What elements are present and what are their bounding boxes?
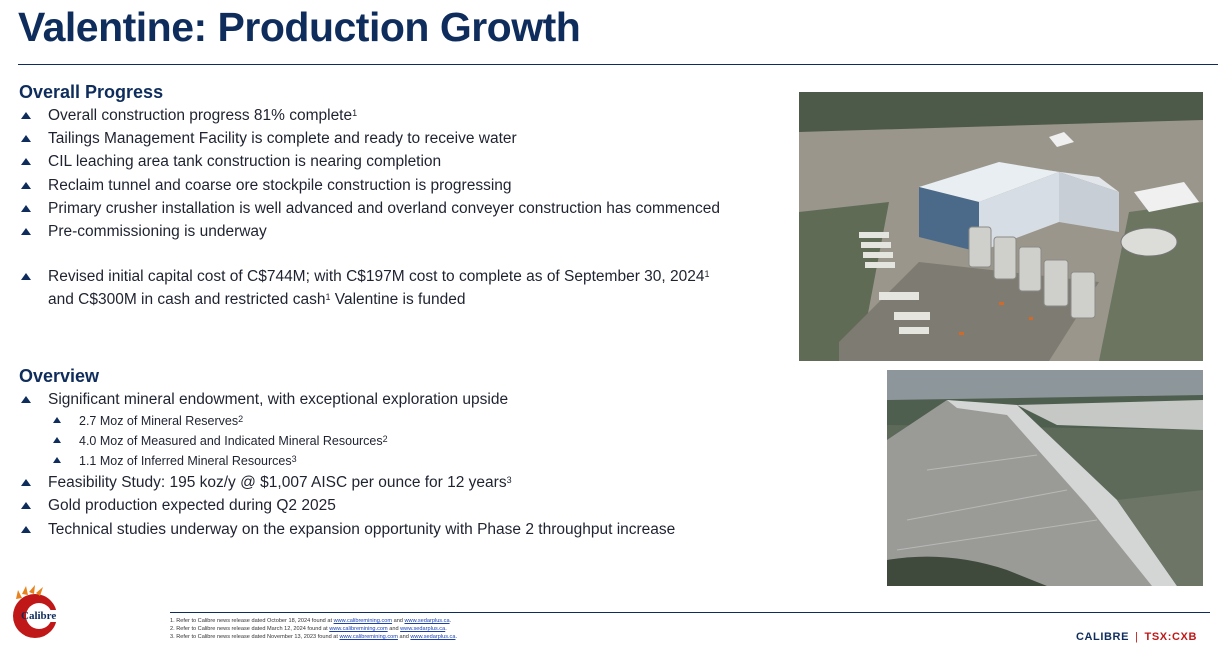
- footnote-link[interactable]: www.calibremining.com: [339, 634, 398, 640]
- footnote-link[interactable]: www.calibremining.com: [333, 618, 393, 624]
- bullet-triangle-icon: [53, 437, 61, 443]
- bullet-triangle-icon: [21, 135, 31, 142]
- bullet-triangle-icon: [21, 396, 31, 403]
- overview-item: Gold production expected during Q2 2025: [19, 494, 675, 517]
- progress-item: Primary crusher installation is well advanced and overland conveyer construction has commenced: [19, 197, 720, 220]
- bullet-triangle-icon: [21, 182, 31, 189]
- footnotes: [170, 617, 457, 641]
- footer-divider: [170, 612, 1210, 613]
- progress-item: Tailings Management Facility is complete and ready to receive water: [19, 127, 720, 150]
- bullet-triangle-icon: [21, 273, 31, 280]
- ticker-symbol: TSX:CXB: [1144, 631, 1197, 643]
- progress-item: Reclaim tunnel and coarse ore stockpile construction is progressing: [19, 174, 720, 197]
- progress-list: [19, 104, 720, 243]
- footnote: 2. Refer to Calibre news release dated March 12, 2024 found at www.calibremining.com and www.sedarplus.ca.: [170, 626, 447, 632]
- bullet-triangle-icon: [21, 502, 31, 509]
- overview-subitem: 2.7 Moz of Mineral Reserves$^2$: [19, 411, 675, 431]
- progress-item: Overall construction progress 81% complete$^1$: [19, 104, 720, 127]
- footnote-link[interactable]: www.sedarplus.ca: [410, 634, 456, 640]
- bullet-triangle-icon: [21, 205, 31, 212]
- title-divider: [18, 64, 1218, 65]
- bullet-triangle-icon: [21, 479, 31, 486]
- bullet-triangle-icon: [21, 228, 31, 235]
- footnote: 3. Refer to Calibre news release dated November 13, 2023 found at www.calibremining.com and www.sedarplus.ca.: [170, 634, 458, 640]
- overview-item: Significant mineral endowment, with exceptional exploration upside: [19, 388, 675, 411]
- svg-text:Calibre: Calibre: [21, 610, 57, 622]
- calibre-logo: [8, 584, 62, 642]
- overview-subitem: 1.1 Moz of Inferred Mineral Resources$^3$: [19, 451, 675, 471]
- company-name: CALIBRE: [1075, 631, 1130, 643]
- footnote: 1. Refer to Calibre news release dated October 18, 2024 found at www.calibremining.com and www.sedarplus.ca.: [170, 618, 452, 624]
- footer-brand: [1076, 631, 1197, 643]
- footnote-link[interactable]: www.calibremining.com: [329, 626, 388, 632]
- overview-heading: Overview: [19, 366, 100, 386]
- footnote-link[interactable]: www.sedarplus.ca: [404, 618, 450, 624]
- bullet-triangle-icon: [53, 457, 61, 463]
- overview-item: Technical studies underway on the expansion opportunity with Phase 2 throughput increase: [19, 518, 675, 541]
- footnote-link[interactable]: www.sedarplus.ca: [400, 626, 446, 632]
- bullet-triangle-icon: [21, 526, 31, 533]
- overview-list: [19, 388, 675, 541]
- progress-item: Pre-commissioning is underway: [19, 220, 720, 243]
- progress-item: CIL leaching area tank construction is nearing completion: [19, 150, 720, 173]
- overview-item: Feasibility Study: 195 koz/y @ $1,007 AISC per ounce for 12 years$^3$: [19, 471, 675, 494]
- page-title: Valentine: Production Growth: [18, 4, 581, 50]
- bullet-triangle-icon: [53, 417, 61, 423]
- plant-aerial-photo: [799, 92, 1203, 361]
- overview-subitem: 4.0 Moz of Measured and Indicated Mineral Resources$^2$: [19, 431, 675, 451]
- capital-item: Revised initial capital cost of C$744M; with C$197M cost to complete as of September 30, 2024$^1$ and C$300M in cash and restricted cash$^1$ Valentine is funded: [19, 265, 710, 311]
- brand-separator: |: [1135, 631, 1139, 643]
- capital-list: [19, 265, 710, 311]
- overall-progress-heading: Overall Progress: [19, 82, 164, 102]
- tailings-aerial-photo: [887, 370, 1203, 586]
- bullet-triangle-icon: [21, 112, 31, 119]
- bullet-triangle-icon: [21, 158, 31, 165]
